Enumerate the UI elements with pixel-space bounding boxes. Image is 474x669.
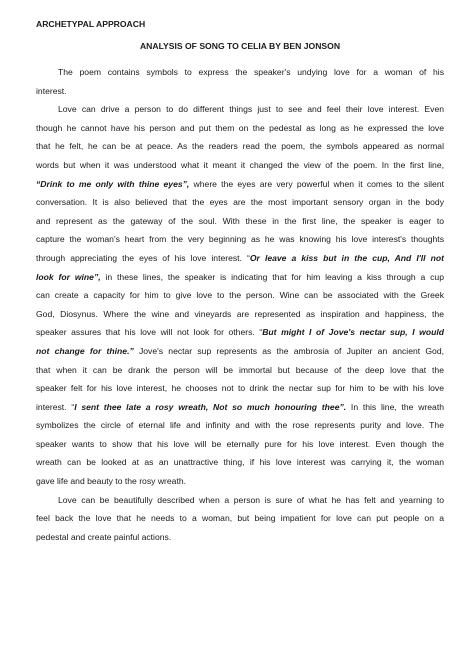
poem-quote: Or leave a kiss but in the cup, And I'll not bbox=[249, 252, 444, 263]
document-heading: ARCHETYPAL APPROACH bbox=[36, 19, 146, 29]
line-text: through appreciating the eyes of his love interest. “ bbox=[36, 252, 250, 263]
paragraph-intro bbox=[36, 63, 444, 100]
paragraph-line bbox=[36, 398, 444, 417]
paragraph-line bbox=[36, 268, 444, 287]
paragraph-line: Love can drive a person to do different things just to see and feel their love interest. Even bbox=[58, 104, 444, 115]
poem-quote: not change for thine.” bbox=[36, 345, 134, 356]
paragraph-line: wreath can be looked at as an unattractive thing, if his love interest was carrying it, the woman bbox=[36, 457, 444, 468]
line-text: In this line, the wreath bbox=[346, 401, 444, 412]
line-text: interest. “ bbox=[36, 401, 75, 412]
paragraph-line: God, Diosynus. Where the wine and vineyards are represented as inspiration and happiness, the bbox=[36, 308, 444, 319]
paragraph-conclusion bbox=[36, 491, 444, 547]
paragraph-line: and represent as the gateway of the soul. With these in the first line, the speaker is eager to bbox=[36, 215, 444, 226]
paragraph-line: capture the woman's heart from the very beginning as he was knowing his love interest's thoughts bbox=[36, 234, 444, 245]
line-text: where the eyes are very powerful when it comes to the silent bbox=[189, 178, 444, 189]
poem-quote: I sent thee late a rosy wreath, Not so much honouring thee”. bbox=[74, 401, 347, 412]
paragraph-line: speaker felt for his love interest, he chooses not to drink the nectar sup for him to be with his love bbox=[36, 383, 444, 394]
poem-quote: look for wine”, bbox=[36, 271, 101, 282]
document-title: ANALYSIS OF SONG TO CELIA BY BEN JONSON bbox=[139, 41, 341, 51]
paragraph-line: words but when it was understood what it meant it changed the view of the poem. In the first line, bbox=[36, 159, 444, 170]
paragraph-analysis bbox=[36, 100, 444, 490]
paragraph-line: conversation. It is also believed that the eyes are the most important sensory organ in the body bbox=[36, 197, 444, 208]
paragraph-line: speaker wants to show that his love will be eternally pure for his love interest. Even though the bbox=[36, 438, 444, 449]
paragraph-line: though he cannot have his person and put them on the pedestal as long as he expressed the love bbox=[36, 122, 444, 133]
paragraph-line bbox=[36, 175, 444, 194]
poem-quote: But might I of Jove's nectar sup, I would bbox=[262, 327, 444, 338]
paragraph-line bbox=[36, 249, 444, 268]
line-text: speaker assures that his love will not look for others. “ bbox=[36, 327, 263, 338]
paragraph-line: that he felt, he can be at peace. As the readers read the poem, the symbols appeared as normal bbox=[36, 141, 444, 152]
paragraph-line: pedestal and create painful actions. bbox=[36, 531, 172, 542]
document-page bbox=[36, 18, 444, 546]
paragraph-line: feel back the love that he needs to a woman, but being impatient for love can put people on a bbox=[36, 513, 444, 524]
paragraph-line: can create a capacity for him to give love to the person. Wine can be associated with the Greek bbox=[36, 290, 444, 301]
paragraph-line: that when it can be drank the person will be immortal but because of the deep love that the bbox=[36, 364, 444, 375]
paragraph-line: The poem contains symbols to express the speaker's undying love for a woman of his bbox=[58, 67, 444, 77]
paragraph-line: Love can be beautifully described when a person is sure of what he has felt and yearning to bbox=[58, 494, 444, 505]
paragraph-line bbox=[36, 342, 444, 361]
line-text: in these lines, the speaker is indicating that for him leaving a kiss through a cup bbox=[100, 271, 444, 282]
line-text: Jove's nectar sup represents as the ambrosia of Jupiter an ancient God, bbox=[133, 345, 444, 356]
paragraph-line: symbolizes the circle of eternal life and infinity and with the rose represents purity and love. The bbox=[36, 420, 444, 431]
paragraph-line: interest. bbox=[36, 85, 67, 96]
paragraph-line: gave life and beauty to the rosy wreath. bbox=[36, 476, 187, 487]
poem-quote: “Drink to me only with thine eyes”, bbox=[36, 178, 190, 189]
paragraph-line bbox=[36, 323, 444, 342]
